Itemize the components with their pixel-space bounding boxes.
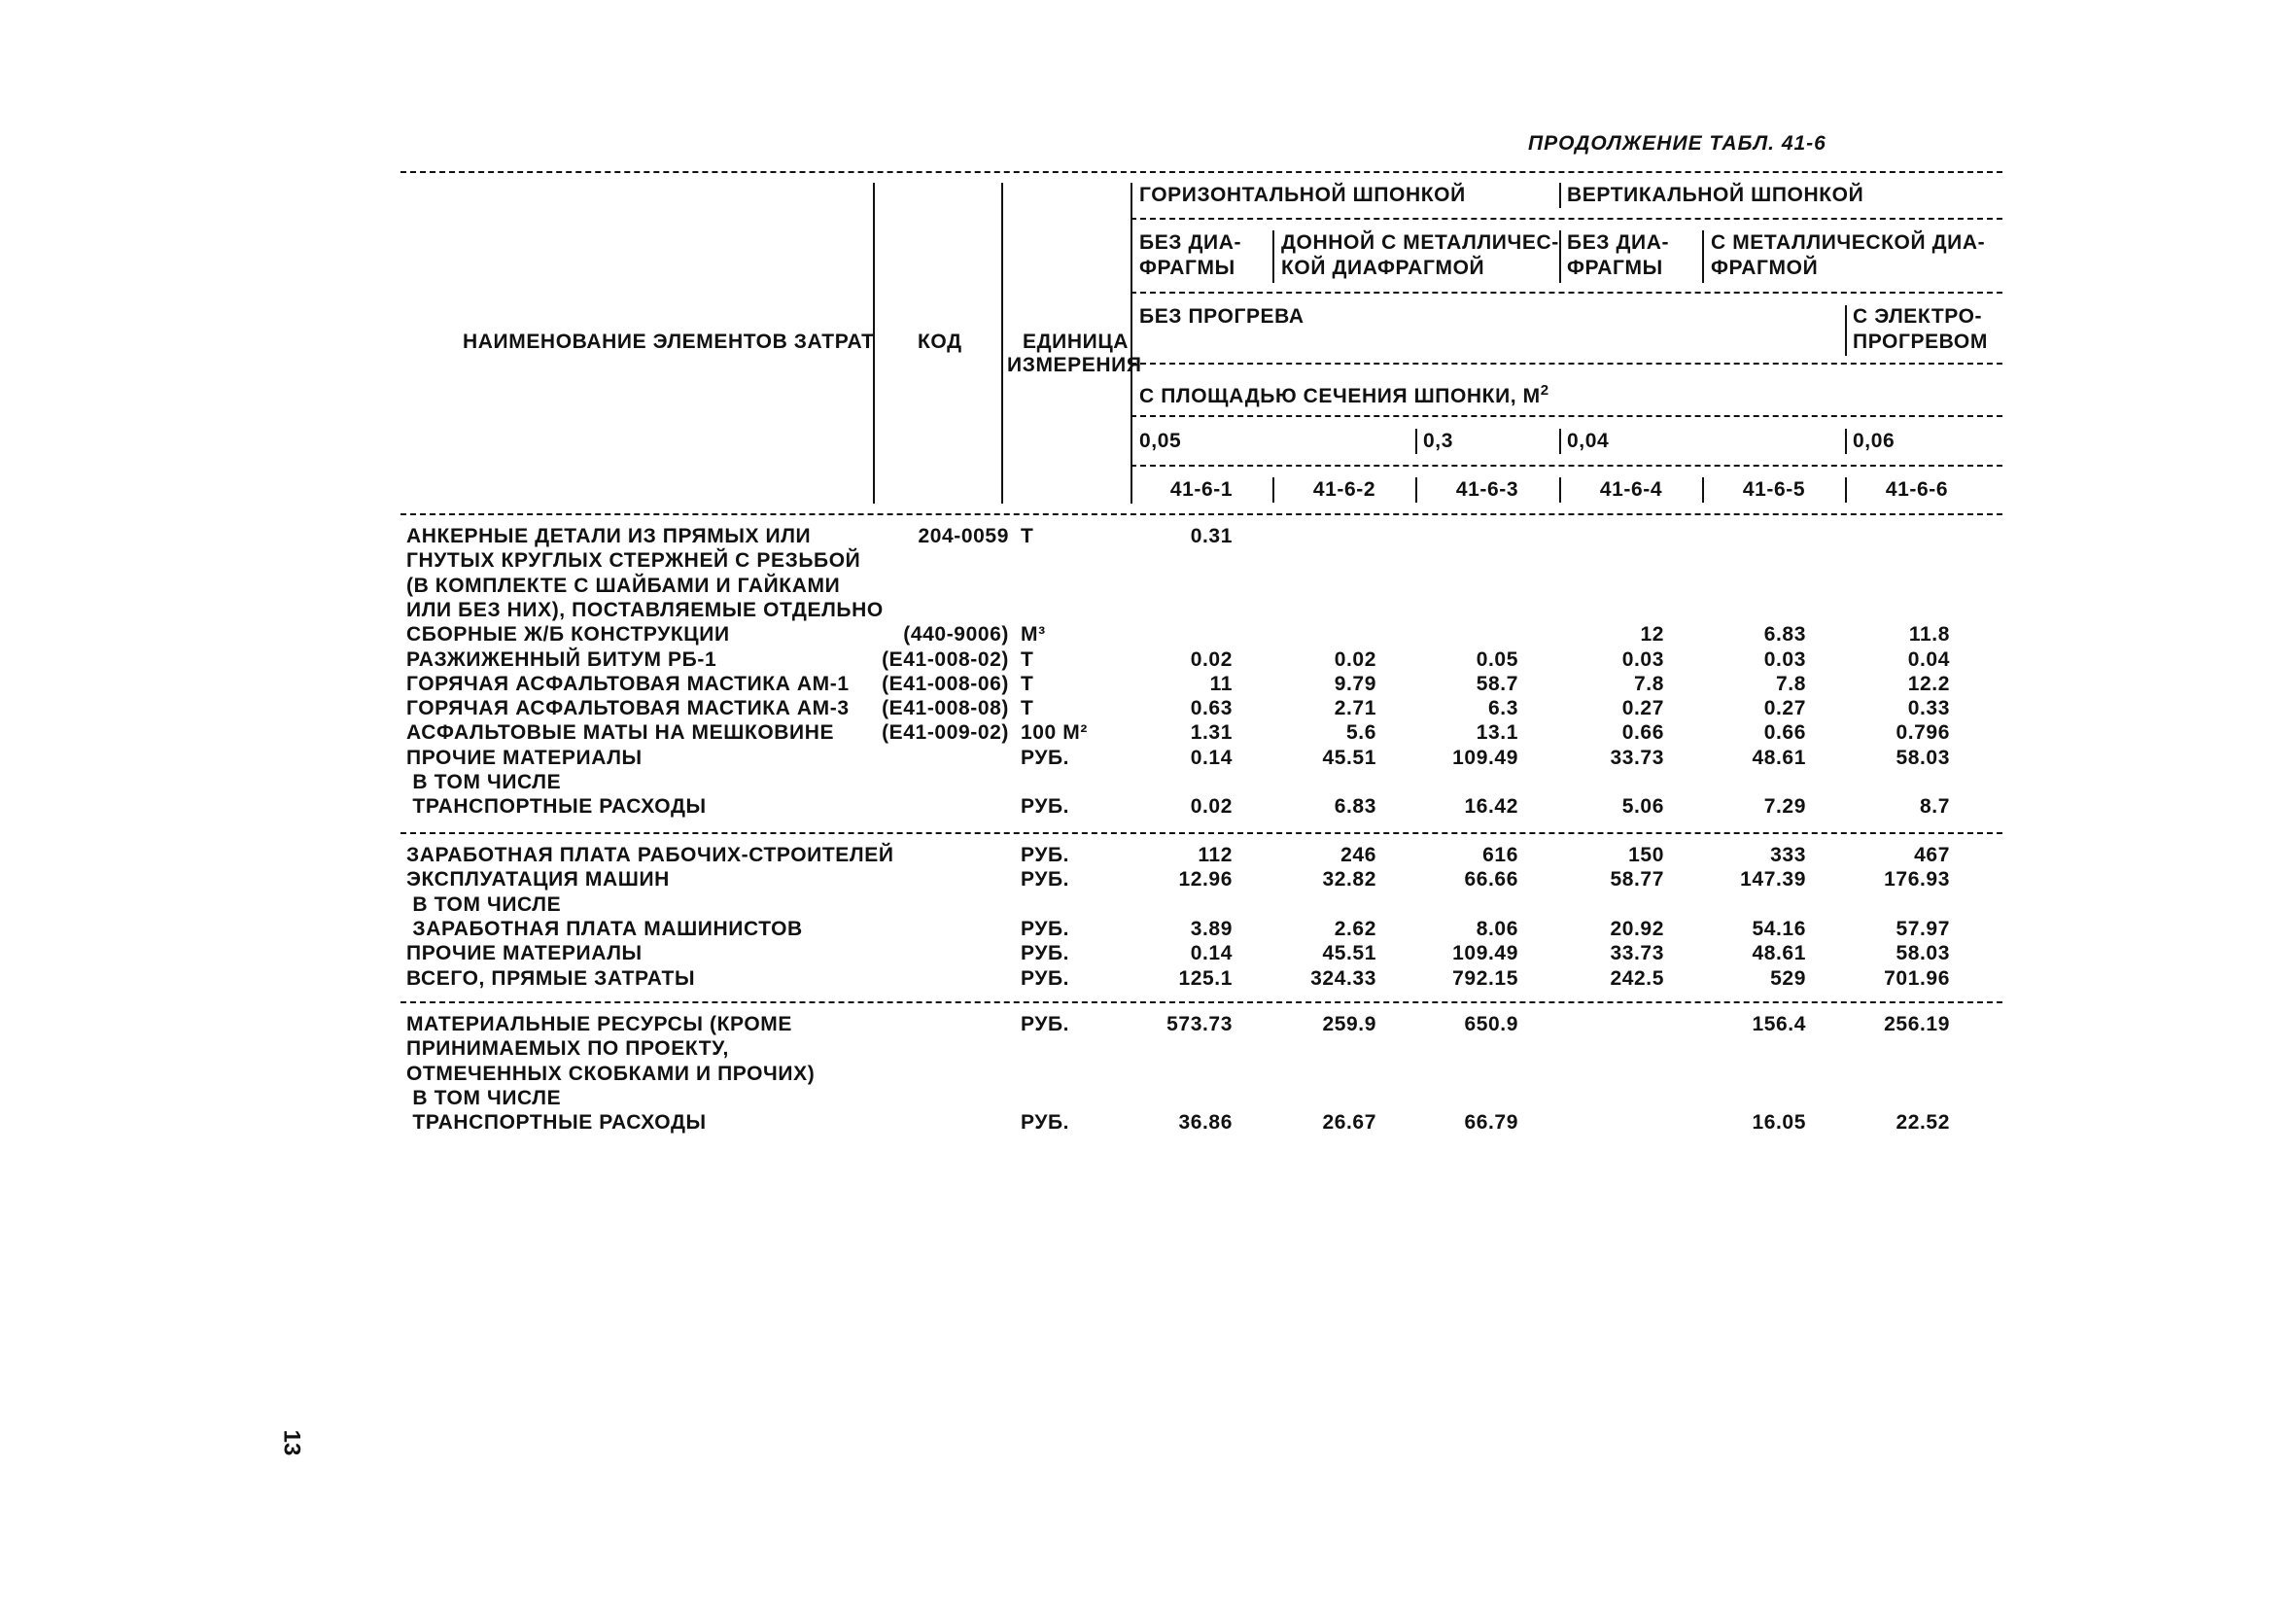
row-value: 529	[1770, 966, 1806, 990]
row-value: 176.93	[1884, 868, 1950, 891]
col-divider-code2	[1272, 477, 1274, 503]
row-value: 5.6	[1346, 721, 1376, 745]
row-value: 0.02	[1190, 795, 1233, 819]
row-unit: РУБ.	[1021, 1013, 1070, 1035]
table-caption: ПРОДОЛЖЕНИЕ ТАБЛ. 41-6	[1528, 132, 1826, 155]
row-value: 32.82	[1322, 868, 1376, 891]
rule-top	[400, 171, 2002, 173]
header-group-vertical: ВЕРТИКАЛЬНОЙ ШПОНКОЙ	[1567, 184, 1864, 206]
row-unit: РУБ.	[1021, 917, 1070, 940]
row-value: 22.52	[1896, 1111, 1950, 1135]
row-value: 0.66	[1621, 721, 1664, 745]
row-code: (Е41-008-02)	[882, 647, 1009, 671]
row-value: 112	[1198, 844, 1233, 866]
row-name: ПРОЧИЕ МАТЕРИАЛЫ	[406, 942, 643, 965]
col-divider-vertical-group	[1559, 183, 1561, 208]
col-divider-code6	[1845, 477, 1847, 503]
row-value: 0.796	[1896, 721, 1950, 745]
row-code: (440-9006)	[903, 623, 1009, 647]
row-name: ГОРЯЧАЯ АСФАЛЬТОВАЯ МАСТИКА АМ-1	[406, 672, 850, 695]
row-name: ЭКСПЛУАТАЦИЯ МАШИН	[406, 868, 670, 891]
rule-h5	[1131, 465, 2002, 467]
header-sub4-line2: ФРАГМОЙ	[1711, 257, 1819, 279]
header-code-column: КОД	[918, 331, 962, 353]
row-value: 20.92	[1610, 917, 1664, 940]
row-value: 45.51	[1322, 942, 1376, 965]
header-sub3-line2: ФРАГМЫ	[1567, 257, 1663, 279]
row-unit: РУБ.	[1021, 1111, 1070, 1135]
row-value: 324.33	[1310, 966, 1376, 990]
row-value: 58.7	[1476, 672, 1518, 695]
header-section-area-text: С ПЛОЩАДЬЮ СЕЧЕНИЯ ШПОНКИ, М	[1139, 385, 1541, 407]
header-area-1: 0,05	[1139, 430, 1182, 452]
row-value: 54.16	[1752, 917, 1806, 940]
row-name: ГНУТЫХ КРУГЛЫХ СТЕРЖНЕЙ С РЕЗЬБОЙ	[406, 549, 861, 573]
row-name: МАТЕРИАЛЬНЫЕ РЕСУРСЫ (КРОМЕ	[406, 1013, 792, 1035]
header-sub4-line1: С МЕТАЛЛИЧЕСКОЙ ДИА-	[1711, 231, 1986, 254]
page-number: 13	[278, 1429, 305, 1456]
row-value: 36.86	[1178, 1111, 1233, 1135]
row-value: 0.02	[1190, 647, 1233, 671]
row-unit: РУБ.	[1021, 795, 1070, 819]
row-name: (В КОМПЛЕКТЕ С ШАЙБАМИ И ГАЙКАМИ	[406, 574, 841, 597]
row-value: 156.4	[1752, 1013, 1806, 1035]
rule-h3	[1131, 363, 2002, 365]
row-name: ОТМЕЧЕННЫХ СКОБКАМИ И ПРОЧИХ)	[406, 1062, 816, 1085]
row-unit: РУБ.	[1021, 942, 1070, 965]
row-value: 13.1	[1476, 721, 1518, 745]
row-value: 467	[1914, 844, 1950, 866]
row-value: 7.29	[1763, 795, 1806, 819]
row-name: ЗАРАБОТНАЯ ПЛАТА МАШИНИСТОВ	[406, 917, 803, 940]
rule-h2	[1131, 292, 2002, 294]
row-value: 0.63	[1190, 697, 1233, 720]
row-name: ЗАРАБОТНАЯ ПЛАТА РАБОЧИХ-СТРОИТЕЛЕЙ	[406, 844, 894, 866]
row-value: 0.04	[1907, 647, 1950, 671]
row-value: 0.66	[1763, 721, 1806, 745]
row-name: ТРАНСПОРТНЫЕ РАСХОДЫ	[406, 795, 707, 819]
row-value: 0.05	[1476, 647, 1518, 671]
row-value: 45.51	[1322, 746, 1376, 769]
header-column-code: 41-6-5	[1742, 478, 1806, 501]
row-name: СБОРНЫЕ Ж/Б КОНСТРУКЦИИ	[406, 623, 730, 647]
header-sub1-line1: БЕЗ ДИА-	[1139, 231, 1242, 254]
row-value: 0.14	[1190, 746, 1233, 769]
row-value: 12	[1640, 623, 1664, 647]
row-value: 0.33	[1907, 697, 1950, 720]
col-divider-sub3	[1559, 230, 1561, 283]
rule-section3	[400, 1001, 2002, 1003]
row-value: 11	[1209, 672, 1233, 695]
row-value: 259.9	[1322, 1013, 1376, 1035]
row-unit: РУБ.	[1021, 844, 1070, 866]
row-code: (Е41-008-06)	[882, 672, 1009, 695]
header-unit-column-2: ИЗМЕРЕНИЯ	[1007, 354, 1142, 376]
row-unit: Т	[1021, 672, 1034, 695]
row-code: (Е41-008-08)	[882, 697, 1009, 720]
header-group-horizontal: ГОРИЗОНТАЛЬНОЙ ШПОНКОЙ	[1139, 184, 1466, 206]
row-unit: 100 М²	[1021, 721, 1088, 745]
row-value: 57.97	[1896, 917, 1950, 940]
row-value: 6.83	[1763, 623, 1806, 647]
row-unit: РУБ.	[1021, 868, 1070, 891]
row-name: АНКЕРНЫЕ ДЕТАЛИ ИЗ ПРЯМЫХ ИЛИ	[406, 525, 812, 547]
row-unit: РУБ.	[1021, 746, 1070, 769]
header-area-4: 0,06	[1853, 430, 1896, 452]
row-value: 0.02	[1334, 647, 1376, 671]
row-value: 125.1	[1178, 966, 1233, 990]
row-unit: М³	[1021, 623, 1046, 647]
row-value: 16.42	[1464, 795, 1518, 819]
row-value: 5.06	[1621, 795, 1664, 819]
header-unit-column: ЕДИНИЦА	[1023, 331, 1130, 353]
row-value: 48.61	[1752, 942, 1806, 965]
row-name: ТРАНСПОРТНЫЕ РАСХОДЫ	[406, 1111, 707, 1135]
row-value: 58.03	[1896, 942, 1950, 965]
row-name: РАЗЖИЖЕННЫЙ БИТУМ РБ-1	[406, 647, 717, 671]
rule-section2	[400, 832, 2002, 834]
row-value: 26.67	[1322, 1111, 1376, 1135]
row-name: ГОРЯЧАЯ АСФАЛЬТОВАЯ МАСТИКА АМ-3	[406, 697, 850, 720]
row-value: 8.06	[1476, 917, 1518, 940]
header-sub3-line1: БЕЗ ДИА-	[1567, 231, 1670, 254]
header-area-2: 0,3	[1423, 430, 1453, 452]
row-name: ИЛИ БЕЗ НИХ), ПОСТАВЛЯЕМЫЕ ОТДЕЛЬНО	[406, 598, 884, 621]
row-value: 58.77	[1610, 868, 1664, 891]
row-value: 12.96	[1178, 868, 1233, 891]
row-value: 6.83	[1334, 795, 1376, 819]
row-name: В ТОМ ЧИСЛЕ	[406, 892, 562, 916]
row-value: 0.03	[1763, 647, 1806, 671]
row-unit: Т	[1021, 647, 1034, 671]
row-value: 573.73	[1166, 1013, 1233, 1035]
row-value: 0.27	[1763, 697, 1806, 720]
row-value: 66.79	[1464, 1111, 1518, 1135]
row-name: АСФАЛЬТОВЫЕ МАТЫ НА МЕШКОВИНЕ	[406, 721, 835, 745]
col-divider-electro	[1845, 305, 1847, 356]
header-column-code: 41-6-1	[1169, 478, 1234, 501]
header-column-code: 41-6-2	[1312, 478, 1376, 501]
row-value: 33.73	[1610, 942, 1664, 965]
row-value: 58.03	[1896, 746, 1950, 769]
row-value: 66.66	[1464, 868, 1518, 891]
row-value: 2.62	[1334, 917, 1376, 940]
row-value: 616	[1482, 844, 1518, 866]
header-sub2-line1: ДОННОЙ С МЕТАЛЛИЧЕС-	[1281, 231, 1559, 254]
header-sub1-line2: ФРАГМЫ	[1139, 257, 1235, 279]
row-value: 109.49	[1452, 746, 1518, 769]
header-electro-line1: С ЭЛЕКТРО-	[1853, 305, 1983, 328]
row-value: 6.3	[1488, 697, 1518, 720]
col-divider-sub4	[1702, 230, 1704, 283]
row-value: 48.61	[1752, 746, 1806, 769]
col-divider-code5	[1702, 477, 1704, 503]
row-value: 242.5	[1610, 966, 1664, 990]
header-area-3: 0,04	[1567, 430, 1610, 452]
row-value: 792.15	[1452, 966, 1518, 990]
row-value: 0.31	[1190, 525, 1233, 547]
row-value: 8.7	[1920, 795, 1950, 819]
row-value: 0.27	[1621, 697, 1664, 720]
header-section-area-sup: 2	[1540, 382, 1549, 399]
rule-header-bottom	[400, 513, 2002, 515]
header-section-area	[1139, 379, 1549, 408]
rule-h1	[1131, 218, 2002, 220]
row-value: 9.79	[1334, 672, 1376, 695]
row-value: 1.31	[1190, 721, 1233, 745]
header-no-heating: БЕЗ ПРОГРЕВА	[1139, 305, 1305, 328]
row-value: 109.49	[1452, 942, 1518, 965]
row-name: ПРОЧИЕ МАТЕРИАЛЫ	[406, 746, 643, 769]
row-value: 256.19	[1884, 1013, 1950, 1035]
row-value: 701.96	[1884, 966, 1950, 990]
header-column-code: 41-6-6	[1885, 478, 1949, 501]
header-column-code: 41-6-4	[1599, 478, 1663, 501]
row-value: 0.14	[1190, 942, 1233, 965]
row-name: В ТОМ ЧИСЛЕ	[406, 771, 562, 793]
row-unit: Т	[1021, 525, 1034, 547]
row-value: 333	[1770, 844, 1806, 866]
row-value: 33.73	[1610, 746, 1664, 769]
col-divider-values	[1131, 183, 1132, 504]
row-value: 16.05	[1752, 1111, 1806, 1135]
row-value: 246	[1340, 844, 1376, 866]
row-value: 0.03	[1621, 647, 1664, 671]
header-sub2-line2: КОЙ ДИАФРАГМОЙ	[1281, 257, 1485, 279]
row-value: 650.9	[1464, 1013, 1518, 1035]
header-column-code: 41-6-3	[1455, 478, 1519, 501]
col-divider-unit	[1001, 183, 1003, 504]
row-unit: Т	[1021, 697, 1034, 720]
row-value: 12.2	[1907, 672, 1950, 695]
row-value: 11.8	[1908, 623, 1950, 647]
col-divider-code3	[1415, 477, 1417, 503]
row-name: ВСЕГО, ПРЯМЫЕ ЗАТРАТЫ	[406, 966, 696, 990]
col-divider-area4	[1845, 429, 1847, 454]
row-name: В ТОМ ЧИСЛЕ	[406, 1086, 562, 1109]
row-value: 150	[1628, 844, 1664, 866]
col-divider-area2	[1415, 429, 1417, 454]
col-divider-code4	[1559, 477, 1561, 503]
row-code: 204-0059	[918, 525, 1009, 547]
row-value: 2.71	[1334, 697, 1376, 720]
col-divider-sub2	[1272, 230, 1274, 283]
row-value: 147.39	[1740, 868, 1806, 891]
col-divider-area3	[1559, 429, 1561, 454]
row-value: 7.8	[1634, 672, 1664, 695]
row-code: (Е41-009-02)	[882, 721, 1009, 745]
row-value: 3.89	[1190, 917, 1233, 940]
header-name-column: НАИМЕНОВАНИЕ ЭЛЕМЕНТОВ ЗАТРАТ	[463, 331, 875, 353]
row-unit: РУБ.	[1021, 966, 1070, 990]
row-value: 7.8	[1776, 672, 1806, 695]
row-name: ПРИНИМАЕМЫХ ПО ПРОЕКТУ,	[406, 1037, 729, 1061]
rule-h4	[1131, 415, 2002, 417]
header-electro-line2: ПРОГРЕВОМ	[1853, 331, 1988, 353]
